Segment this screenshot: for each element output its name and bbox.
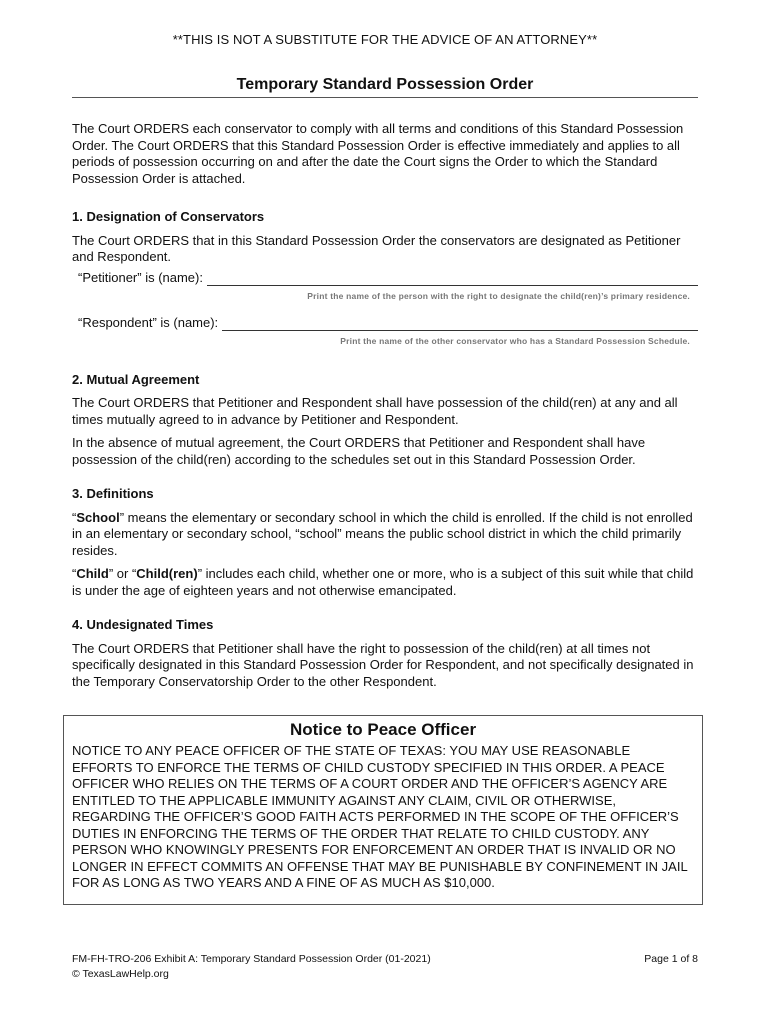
- notice-text: NOTICE TO ANY PEACE OFFICER OF THE STATE OF TEXAS: YOU MAY USE REASONABLE EFFORTS TO ENFORCE THE TERMS OF CHILD CUSTODY SPECIFIED IN THIS ORDER. A PEACE OFFICER WHO RELIES ON THE TERMS OF A COURT ORDER AND THE OFFICER’S AGENCY ARE ENTITLED TO THE APPLICABLE IMMUNITY AGAINST ANY CLAIM, CIVIL OR OTHERWISE, REGARDING THE OFFICER’S GOOD FAITH ACTS PERFORMED IN THE SCOPE OF THE OFFICER’S DUTIES IN ENFORCING THE TERMS OF THE ORDER THAT RELATE TO CHILD CUSTODY. ANY PERSON WHO KNOWINGLY PRESENTS FOR ENFORCEMENT AN ORDER THAT IS INVALID OR NO LONGER IN EFFECT COMMITS AN OFFENSE THAT MAY BE PUNISHABLE BY CONFINEMENT IN JAIL FOR AS LONG AS TWO YEARS AND A FINE OF AS MUCH AS $10,000.: [72, 743, 688, 890]
- page-footer: [72, 952, 698, 982]
- respondent-hint: Print the name of the other conservator who has a Standard Possession Schedule.: [340, 336, 690, 346]
- page-title: Temporary Standard Possession Order: [236, 76, 534, 93]
- copyright: © TexasLawHelp.org: [72, 968, 169, 980]
- document-body: [72, 121, 698, 708]
- term-children: Child(ren): [136, 566, 198, 581]
- attorney-disclaimer: **THIS IS NOT A SUBSTITUTE FOR THE ADVICE OF AN ATTORNEY**: [172, 32, 598, 47]
- definition-school: “School” means the elementary or secondary school in which the child is enrolled. If the child is not enrolled in an elementary or secondary school, “school” means the public school district in which the child primarily resides.: [72, 509, 693, 558]
- form-id: FM-FH-TRO-206 Exhibit A: Temporary Standard Possession Order (01-2021): [72, 953, 431, 965]
- definition-child: “Child” or “Child(ren)” includes each child, whether one or more, who is a subject of this suit while that child is under the age of eighteen years and not otherwise emancipated.: [72, 566, 694, 598]
- respondent-label: “Respondent” is (name):: [78, 314, 219, 330]
- petitioner-hint: Print the name of the person with the right to designate the child(ren)’s primary residence.: [307, 291, 690, 301]
- section-heading: 2. Mutual Agreement: [72, 371, 200, 387]
- intro-paragraph: The Court ORDERS each conservator to comply with all terms and conditions of this Standard Possession Order. The Court ORDERS that this Standard Possession Order is effective immediately and applies to all periods of possession occurring on and after the date the Court signs the Order to which the Standard Possession Order is attached.: [72, 121, 684, 186]
- page-number: Page 1 of 8: [644, 953, 698, 965]
- peace-officer-notice-box: [63, 715, 703, 905]
- petitioner-name-field[interactable]: [207, 271, 698, 286]
- term-child: Child: [76, 566, 109, 581]
- section-heading: 1. Designation of Conservators: [72, 209, 265, 224]
- section-text: The Court ORDERS that Petitioner shall have the right to possession of the child(ren) at all times not specifically designated in this Standard Possession Order for Respondent, and not specifically designated in the Temporary Conservatorship Order to the other Respondent.: [72, 640, 694, 689]
- petitioner-label: “Petitioner” is (name):: [78, 269, 203, 285]
- section-definitions: [72, 486, 698, 599]
- section-heading: 3. Definitions: [72, 486, 154, 501]
- title-rule: [72, 76, 698, 98]
- section-heading: 4. Undesignated Times: [72, 617, 214, 632]
- section-text: In the absence of mutual agreement, the Court ORDERS that Petitioner and Respondent shall have possession of the child(ren) according to the schedules set out in this Standard Possession Order.: [72, 435, 646, 467]
- section-text: The Court ORDERS that in this Standard Possession Order the conservators are designated as Petitioner and Respondent.: [72, 232, 681, 264]
- section-designation: [72, 209, 698, 350]
- section-undesignated-times: [72, 617, 698, 690]
- section-text: The Court ORDERS that Petitioner and Respondent shall have possession of the child(ren) at any and all times mutually agreed to in advance by Petitioner and Respondent.: [72, 395, 678, 427]
- term-school: School: [76, 509, 120, 525]
- section-mutual-agreement: [72, 372, 698, 469]
- petitioner-row: [78, 270, 698, 287]
- respondent-name-field[interactable]: [222, 316, 698, 331]
- notice-title: Notice to Peace Officer: [289, 720, 477, 739]
- respondent-row: [78, 315, 698, 332]
